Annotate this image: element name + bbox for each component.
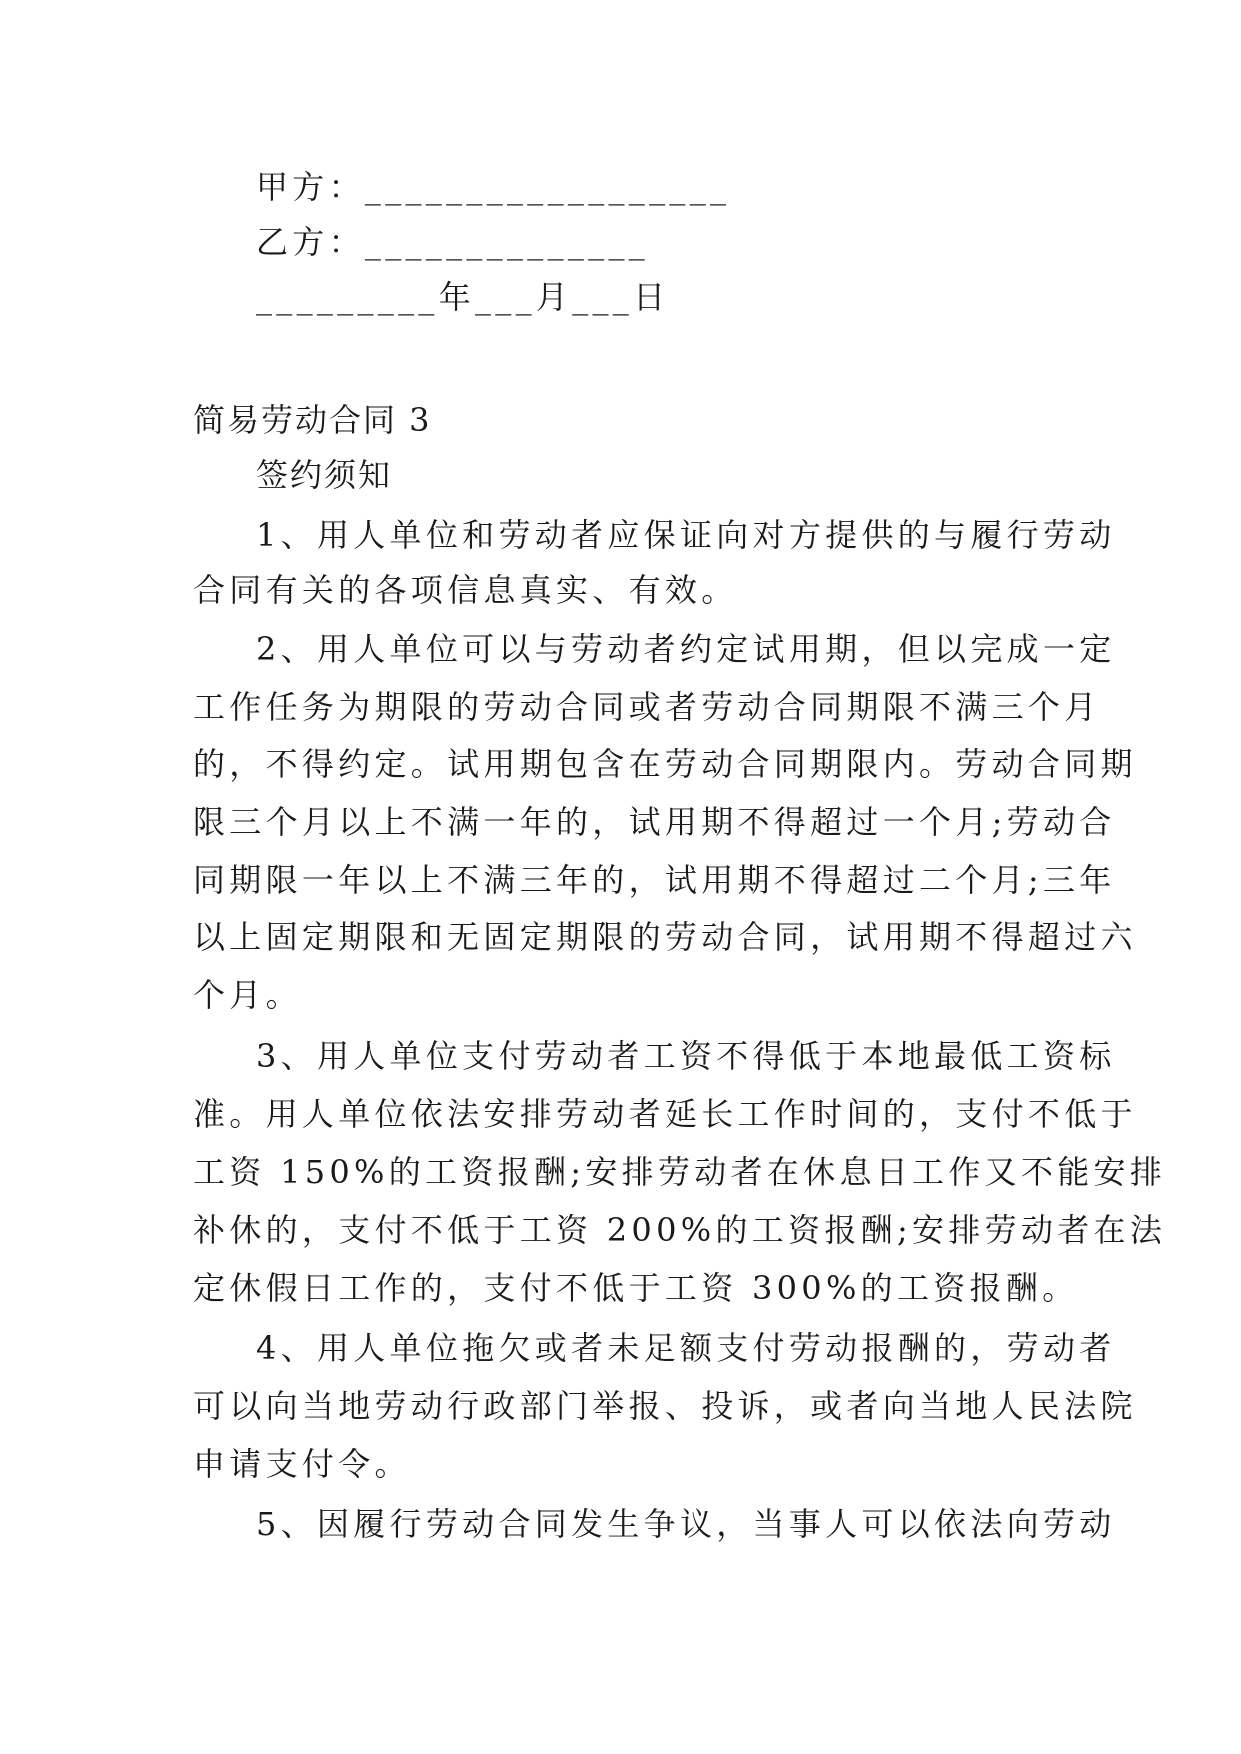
party-b-label: 乙方：______________ — [256, 223, 650, 261]
paragraph-line: 合同有关的各项信息真实、有效。 — [193, 571, 738, 609]
paragraph-line: 工作任务为期限的劳动合同或者劳动合同期限不满三个月 — [193, 688, 1101, 726]
paragraph-line: 的，不得约定。试用期包含在劳动合同期限内。劳动合同期 — [193, 745, 1137, 783]
paragraph-line: 准。用人单位依法安排劳动者延长工作时间的，支付不低于 — [193, 1095, 1137, 1133]
paragraph-line: 定休假日工作的，支付不低于工资 300%的工资报酬。 — [193, 1269, 1079, 1307]
paragraph-line: 限三个月以上不满一年的，试用期不得超过一个月;劳动合 — [193, 803, 1116, 841]
paragraph-line: 个月。 — [193, 976, 302, 1014]
paragraph-line: 4、用人单位拖欠或者未足额支付劳动报酬的，劳动者 — [256, 1329, 1116, 1367]
paragraph-line: 5、因履行劳动合同发生争议，当事人可以依法向劳动 — [256, 1505, 1116, 1543]
party-a-label: 甲方：__________________ — [256, 168, 731, 206]
paragraph-line: 2、用人单位可以与劳动者约定试用期，但以完成一定 — [256, 630, 1116, 668]
paragraph-line: 3、用人单位支付劳动者工资不得低于本地最低工资标 — [256, 1037, 1116, 1075]
date-text: _________年___月___日 — [256, 278, 670, 316]
paragraph-line: 以上固定期限和无固定期限的劳动合同，试用期不得超过六 — [193, 918, 1137, 956]
paragraph-line: 申请支付令。 — [193, 1445, 411, 1483]
date-line — [256, 277, 1116, 317]
section-subtitle: 签约须知 — [256, 456, 393, 494]
party-a-signature-line — [256, 167, 1116, 207]
party-b-signature-line — [256, 222, 1116, 262]
paragraph-line: 1、用人单位和劳动者应保证向对方提供的与履行劳动 — [256, 516, 1116, 554]
paragraph-line: 工资 150%的工资报酬;安排劳动者在休息日工作又不能安排 — [193, 1153, 1167, 1191]
document-title: 简易劳动合同 3 — [193, 401, 432, 439]
paragraph-line: 可以向当地劳动行政部门举报、投诉，或者向当地人民法院 — [193, 1387, 1137, 1425]
paragraph-line: 补休的，支付不低于工资 200%的工资报酬;安排劳动者在法 — [193, 1211, 1167, 1249]
paragraph-line: 同期限一年以上不满三年的，试用期不得超过二个月;三年 — [193, 861, 1116, 899]
